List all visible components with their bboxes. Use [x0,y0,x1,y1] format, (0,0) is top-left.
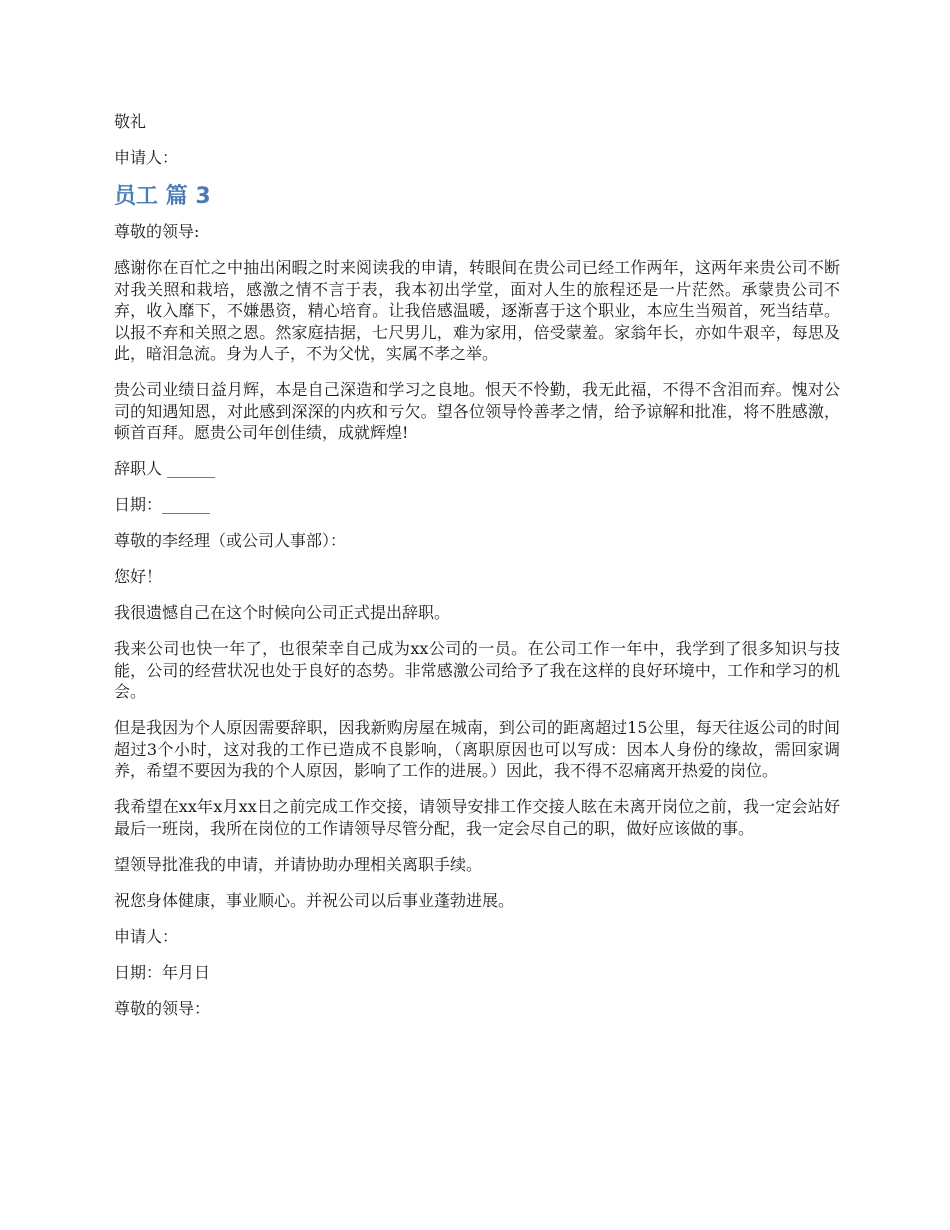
resigner-signature-line: 辞职人 ______ [114,459,216,478]
body-paragraph: 但是我因为个人原因需要辞职，因我新购房屋在城南，到公司的距离超过15公里，每天往返公司的时间超过3个小时，这对我的工作已造成不良影响，（离职原因也可以写成：因本人身份的缘故，需回家调养，希望不要因为我的个人原因，影响了工作的进展。）因此，我不得不忍痛离开热爱的岗位。 [114,718,840,780]
body-paragraph: 望领导批准我的申请，并请协助办理相关离职手续。 [114,854,483,874]
salutation: 尊敬的领导: [114,222,200,241]
applicant-label: 申请人： [114,926,179,946]
body-paragraph: 我很遗憾自己在这个时候向公司正式提出辞职。 [114,603,451,622]
date-line: 日期：______ [114,495,211,514]
section-heading: 员工 篇 3 [114,184,211,209]
document-page [114,111,840,1034]
salutation: 尊敬的李经理（或公司人事部）： [114,531,347,550]
closing-text: 敬礼 [114,112,147,131]
body-paragraph: 我来公司也快一年了，也很荣幸自己成为xx公司的一员。在公司工作一年中，我学到了很多知识与技能，公司的经营状况也处于良好的态势。非常感激公司给予了我在这样的良好环境中，工作和学习的机会。 [114,639,840,701]
greeting: 您好！ [114,567,163,586]
body-paragraph: 感谢你在百忙之中抽出闲暇之时来阅读我的申请，转眼间在贵公司已经工作两年，这两年来贵公司不断对我关照和栽培，感激之情不言于表，我本初出学堂，面对人生的旅程还是一片茫然。承蒙贵公司不弃，收入靡下，不嫌愚资，精心培育。让我倍感温暖，逐渐喜于这个职业，本应生当殒首，死当结草。以报不弃和关照之恩。然家庭拮据，七尺男儿，难为家用，倍受蒙羞。家翁年长，亦如牛艰辛，每思及此，暗泪急流。身为人子，不为父忧，实属不孝之举。 [114,258,840,363]
salutation: 尊敬的领导： [114,998,211,1018]
applicant-label: 申请人： [114,148,179,167]
body-paragraph: 我希望在xx年x月xx日之前完成工作交接，请领导安排工作交接人眩在未离开岗位之前，我一定会站好最后一班岗，我所在岗位的工作请领导尽管分配，我一定会尽自己的职，做好应该做的事。 [114,797,840,838]
date-line: 日期：年月日 [114,962,211,982]
body-paragraph: 贵公司业绩日益月辉，本是自己深造和学习之良地。恨天不怜勤，我无此福，不得不含泪而弃。愧对公司的知遇知恩，对此感到深深的内疚和亏欠。望各位领导怜善孝之情，给予谅解和批准，将不胜感激，顿首百拜。愿贵公司年创佳绩，成就辉煌! [114,380,840,442]
body-paragraph: 祝您身体健康，事业顺心。并祝公司以后事业蓬勃进展。 [114,890,515,910]
